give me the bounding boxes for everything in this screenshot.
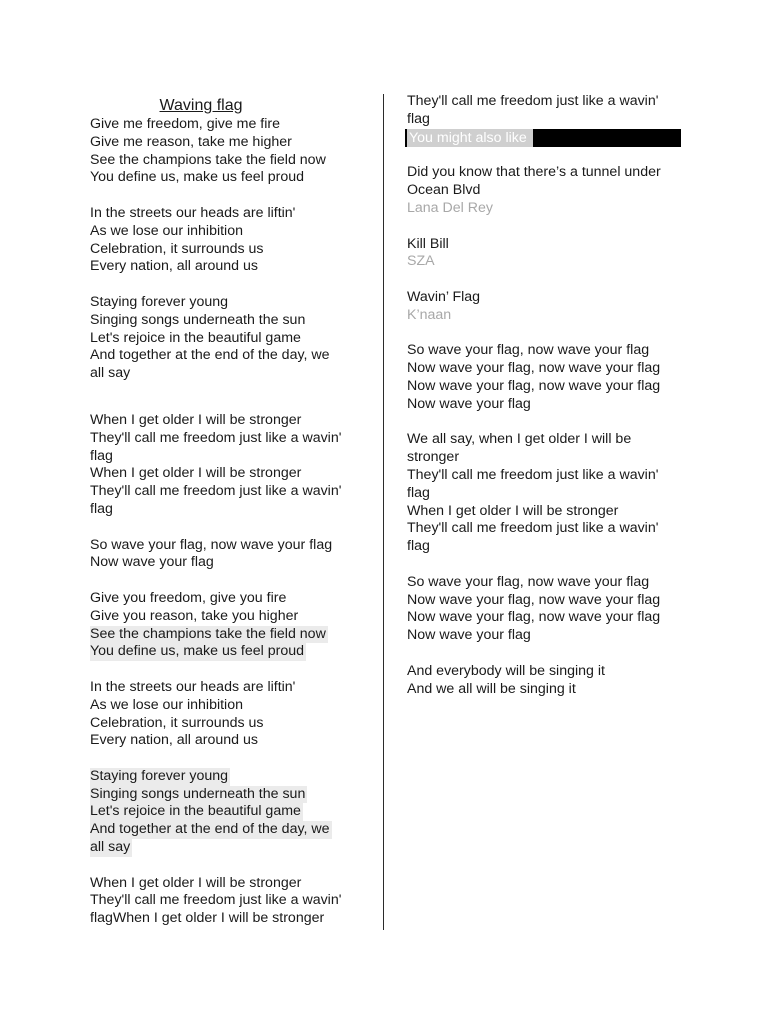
highlighted-lyric-text: Let's rejoice in the beautiful game bbox=[90, 803, 301, 820]
lyric-line bbox=[90, 330, 375, 348]
lyric-text: You define us, make us feel proud bbox=[90, 169, 305, 186]
stanza-gap bbox=[407, 271, 692, 289]
lyric-text: Every nation, all around us bbox=[90, 732, 258, 749]
lyric-text: Celebration, it surrounds us bbox=[90, 240, 264, 257]
lyric-line bbox=[90, 608, 375, 626]
lyric-text: Celebration, it surrounds us bbox=[90, 714, 264, 731]
lyric-line bbox=[407, 111, 692, 129]
lyric-line bbox=[90, 768, 375, 786]
stanza-gap bbox=[90, 661, 375, 679]
lyric-line bbox=[90, 169, 375, 187]
lyric-line bbox=[90, 786, 375, 804]
lyric-line bbox=[407, 681, 692, 699]
lyric-line bbox=[90, 626, 375, 644]
lyric-text: When I get older I will be stronger bbox=[90, 411, 302, 428]
lyric-text: So wave your flag, now wave your flag bbox=[407, 342, 650, 359]
lyric-text: Staying forever young bbox=[90, 293, 229, 310]
lyric-text: When I get older I will be stronger bbox=[407, 502, 619, 519]
lyric-text: Now wave your flag, now wave your flag bbox=[407, 609, 661, 626]
lyric-text: In the streets our heads are liftin' bbox=[90, 204, 296, 221]
lyric-line bbox=[90, 839, 375, 857]
lyric-text: When I get older I will be stronger bbox=[90, 465, 302, 482]
left-column bbox=[90, 96, 375, 928]
lyric-text: We all say, when I get older I will be bbox=[407, 431, 632, 448]
lyric-text: And we all will be singing it bbox=[407, 680, 576, 697]
lyric-line bbox=[407, 520, 692, 538]
lyric-line bbox=[407, 396, 692, 414]
lyric-text: As we lose our inhibition bbox=[90, 222, 243, 239]
lyric-text: Now wave your flag bbox=[407, 627, 531, 644]
lyric-line bbox=[90, 205, 375, 223]
lyric-line bbox=[90, 821, 375, 839]
lyric-text: flag bbox=[407, 110, 430, 127]
lyric-line bbox=[90, 430, 375, 448]
lyric-text: all say bbox=[90, 365, 131, 382]
recommended-song-artist[interactable]: Lana Del Rey bbox=[407, 199, 493, 216]
lyric-line bbox=[90, 223, 375, 241]
lyric-text: They'll call me freedom just like a wavin' bbox=[90, 892, 342, 909]
lyric-text: They'll call me freedom just like a wavin' bbox=[407, 466, 659, 483]
right-column bbox=[407, 93, 692, 698]
recommended-song-artist[interactable]: SZA bbox=[407, 253, 435, 270]
lyric-line bbox=[90, 679, 375, 697]
recommended-song[interactable] bbox=[407, 164, 692, 217]
lyric-text: Every nation, all around us bbox=[90, 258, 258, 275]
lyric-text: flag bbox=[90, 500, 113, 517]
stanza-gap bbox=[407, 414, 692, 432]
stanza-gap bbox=[407, 218, 692, 236]
lyric-line bbox=[407, 467, 692, 485]
lyric-text: Let's rejoice in the beautiful game bbox=[90, 329, 301, 346]
lyric-text: When I get older I will be stronger bbox=[90, 874, 302, 891]
lyric-text: flag bbox=[90, 447, 113, 464]
lyric-line bbox=[407, 627, 692, 645]
lyric-line bbox=[407, 378, 692, 396]
lyric-line bbox=[90, 697, 375, 715]
lyric-line bbox=[90, 537, 375, 555]
lyric-line bbox=[90, 152, 375, 170]
recommended-song-title[interactable]: Did you know that there’s a tunnel under bbox=[407, 164, 661, 181]
lyric-line bbox=[90, 732, 375, 750]
lyric-line bbox=[407, 609, 692, 627]
lyric-text: And everybody will be singing it bbox=[407, 662, 605, 679]
highlighted-lyric-text: Singing songs underneath the sun bbox=[90, 785, 306, 802]
lyric-text: flagWhen I get older I will be stronger bbox=[90, 910, 325, 927]
lyric-text: They'll call me freedom just like a wavin' bbox=[90, 483, 342, 500]
lyric-text: Give me reason, take me higher bbox=[90, 133, 292, 150]
stanza-gap bbox=[90, 383, 375, 412]
lyric-line bbox=[407, 503, 692, 521]
recommended-song[interactable] bbox=[407, 289, 692, 325]
lyric-text: Now wave your flag, now wave your flag bbox=[407, 377, 661, 394]
stanza-gap bbox=[90, 572, 375, 590]
highlighted-lyric-text: all say bbox=[90, 839, 131, 856]
right-lyrics bbox=[407, 93, 692, 698]
lyric-text: So wave your flag, now wave your flag bbox=[407, 573, 650, 590]
stanza-gap bbox=[90, 519, 375, 537]
highlighted-lyric-text: And together at the end of the day, we bbox=[90, 821, 330, 838]
lyric-line bbox=[90, 643, 375, 661]
lyric-line bbox=[90, 347, 375, 365]
lyric-line bbox=[90, 465, 375, 483]
lyric-line bbox=[407, 360, 692, 378]
lyric-text: Give you reason, take you higher bbox=[90, 607, 299, 624]
lyric-line bbox=[90, 448, 375, 466]
recommended-song-title[interactable]: Kill Bill bbox=[407, 235, 449, 252]
lyric-line bbox=[90, 590, 375, 608]
lyric-line bbox=[407, 592, 692, 610]
left-lyrics bbox=[90, 116, 375, 928]
lyric-text: Now wave your flag, now wave your flag bbox=[407, 360, 661, 377]
recommended-song[interactable] bbox=[407, 236, 692, 272]
highlighted-lyric-text: You define us, make us feel proud bbox=[90, 643, 305, 660]
lyric-text: Give me freedom, give me fire bbox=[90, 116, 281, 132]
lyric-line bbox=[90, 483, 375, 501]
lyric-text: In the streets our heads are liftin' bbox=[90, 678, 296, 695]
column-divider bbox=[383, 94, 384, 930]
lyric-line bbox=[90, 241, 375, 259]
lyric-line bbox=[407, 449, 692, 467]
lyric-text: Now wave your flag, now wave your flag bbox=[407, 591, 661, 608]
lyric-line bbox=[90, 412, 375, 430]
lyric-line bbox=[407, 538, 692, 556]
lyric-text: flag bbox=[407, 538, 430, 555]
lyric-text: Now wave your flag bbox=[407, 395, 531, 412]
lyric-text: Singing songs underneath the sun bbox=[90, 311, 306, 328]
lyric-line bbox=[407, 574, 692, 592]
recommended-song-title-cont[interactable]: Ocean Blvd bbox=[407, 182, 481, 199]
recommended-song-title[interactable]: Wavin’ Flag bbox=[407, 288, 481, 305]
lyric-line bbox=[407, 93, 692, 111]
lyric-line bbox=[90, 875, 375, 893]
recommended-song-artist[interactable]: K’naan bbox=[407, 306, 452, 323]
you-might-also-like-bar: You might also like bbox=[405, 129, 681, 147]
lyric-line bbox=[90, 116, 375, 134]
stanza-gap bbox=[407, 147, 692, 165]
lyric-line bbox=[407, 485, 692, 503]
lyric-line bbox=[90, 715, 375, 733]
stanza-gap bbox=[407, 325, 692, 343]
lyric-line bbox=[407, 431, 692, 449]
lyric-text: stronger bbox=[407, 449, 460, 466]
lyric-text: They'll call me freedom just like a wavin' bbox=[90, 429, 342, 446]
lyric-line bbox=[90, 294, 375, 312]
lyric-text: Now wave your flag bbox=[90, 554, 214, 571]
document-title: Waving flag bbox=[159, 97, 243, 114]
lyric-line bbox=[90, 892, 375, 910]
lyric-line bbox=[90, 312, 375, 330]
lyric-line bbox=[407, 663, 692, 681]
lyric-text: See the champions take the field now bbox=[90, 151, 326, 168]
lyric-text: As we lose our inhibition bbox=[90, 696, 243, 713]
lyric-line bbox=[90, 258, 375, 276]
lyric-text: Give you freedom, give you fire bbox=[90, 589, 287, 606]
lyric-line bbox=[407, 342, 692, 360]
highlighted-lyric-text: See the champions take the field now bbox=[90, 625, 326, 642]
lyric-text: So wave your flag, now wave your flag bbox=[90, 536, 333, 553]
stanza-gap bbox=[90, 187, 375, 205]
lyric-text: And together at the end of the day, we bbox=[90, 347, 330, 364]
stanza-gap bbox=[90, 857, 375, 875]
lyric-text: They'll call me freedom just like a wavin' bbox=[407, 520, 659, 537]
stanza-gap bbox=[90, 750, 375, 768]
lyric-line bbox=[90, 134, 375, 152]
lyric-line bbox=[90, 554, 375, 572]
lyric-line bbox=[90, 365, 375, 383]
lyric-line bbox=[90, 803, 375, 821]
highlighted-lyric-text: Staying forever young bbox=[90, 767, 229, 784]
lyric-line bbox=[90, 910, 375, 928]
lyric-line bbox=[90, 501, 375, 519]
stanza-gap bbox=[407, 645, 692, 663]
lyric-text: They'll call me freedom just like a wavin' bbox=[407, 93, 659, 109]
stanza-gap bbox=[407, 556, 692, 574]
stanza-gap bbox=[90, 276, 375, 294]
lyric-text: flag bbox=[407, 484, 430, 501]
